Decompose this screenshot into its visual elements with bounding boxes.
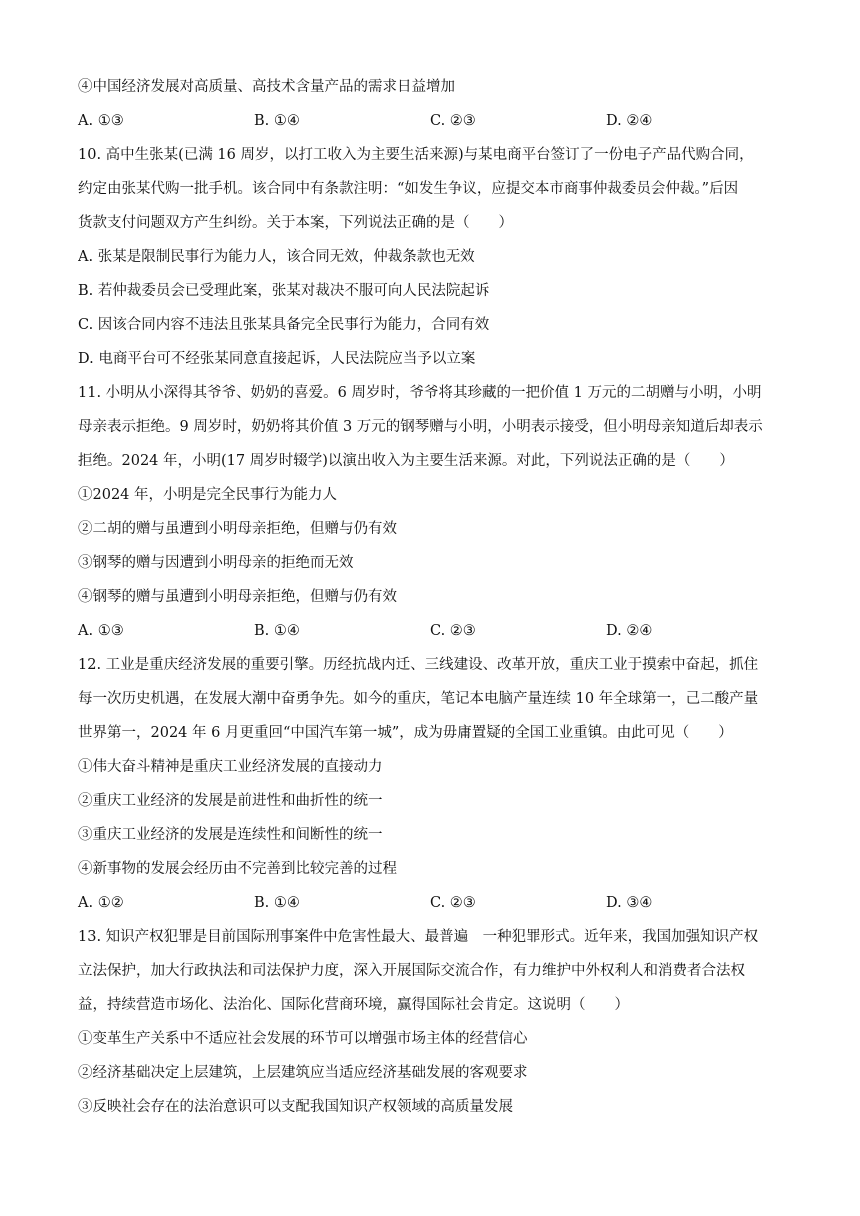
- q9-option-a: A. ①③: [78, 113, 124, 129]
- q10-stem-line: 货款支付问题双方产生纠纷。关于本案，下列说法正确的是（ ）: [78, 215, 513, 231]
- q13-stem-line: 立法保护，加大行政执法和司法保护力度，深入开展国际交流合作，有力维护中外权利人和消费者合法权: [78, 963, 745, 979]
- q13-statement-3: ③反映社会存在的法治意识可以支配我国知识产权领域的高质量发展: [78, 1099, 513, 1115]
- q12-stem-line: 世界第一，2024 年 6 月更重回“中国汽车第一城”，成为毋庸置疑的全国工业重镇。由此可见（ ）: [78, 725, 733, 741]
- q11-statement-3: ③钢琴的赠与因遭到小明母亲的拒绝而无效: [78, 555, 354, 571]
- q10-option-a: A. 张某是限制民事行为能力人，该合同无效，仲裁条款也无效: [78, 249, 475, 265]
- q11-option-c: C. ②③: [430, 623, 476, 639]
- q11-stem-line: 母亲表示拒绝。9 周岁时，奶奶将其价值 3 万元的钢琴赠与小明，小明表示接受，但小明母亲知道后却表示: [78, 419, 763, 435]
- q11-statement-1: ①2024 年，小明是完全民事行为能力人: [78, 487, 338, 503]
- q9-options: [78, 104, 784, 138]
- q13-stem: [78, 920, 784, 1022]
- q12-option-b: B. ①④: [254, 895, 300, 911]
- q12-options: [78, 886, 784, 920]
- q12-statement-4: ④新事物的发展会经历由不完善到比较完善的过程: [78, 861, 397, 877]
- q13-statement-2: ②经济基础决定上层建筑，上层建筑应当适应经济基础发展的客观要求: [78, 1065, 528, 1081]
- q13-statement-1: ①变革生产关系中不适应社会发展的环节可以增强市场主体的经营信心: [78, 1031, 528, 1047]
- q11-statement-2: ②二胡的赠与虽遭到小明母亲拒绝，但赠与仍有效: [78, 521, 397, 537]
- q11-option-a: A. ①③: [78, 623, 124, 639]
- q12-option-c: C. ②③: [430, 895, 476, 911]
- q9-statement-4: ④中国经济发展对高质量、高技术含量产品的需求日益增加: [78, 79, 455, 95]
- q13-stem-line: 益，持续营造市场化、法治化、国际化营商环境，赢得国际社会肯定。这说明（ ）: [78, 997, 629, 1013]
- q12-statement-3: ③重庆工业经济的发展是连续性和间断性的统一: [78, 827, 383, 843]
- q11-option-b: B. ①④: [254, 623, 300, 639]
- q9-option-b: B. ①④: [254, 113, 300, 129]
- q10-stem-line: 约定由张某代购一批手机。该合同中有条款注明：“如发生争议，应提交本市商事仲裁委员会仲裁。”后因: [78, 181, 739, 197]
- q12-option-d: D. ③④: [606, 895, 653, 911]
- q12-stem: [78, 648, 784, 750]
- q10-stem-line: 10. 高中生张某(已满 16 周岁，以打工收入为主要生活来源)与某电商平台签订了一份电子产品代购合同，: [78, 147, 754, 163]
- q10-option-b: B. 若仲裁委员会已受理此案，张某对裁决不服可向人民法院起诉: [78, 283, 490, 299]
- q12-stem-line: 12. 工业是重庆经济发展的重要引擎。历经抗战内迁、三线建设、改革开放，重庆工业于摸索中奋起，抓住: [78, 657, 759, 673]
- q9-option-c: C. ②③: [430, 113, 476, 129]
- q11-stem: [78, 376, 784, 478]
- q12-option-a: A. ①②: [78, 895, 124, 911]
- q11-stem-line: 11. 小明从小深得其爷爷、奶奶的喜爱。6 周岁时，爷爷将其珍藏的一把价值 1 万元的二胡赠与小明，小明: [78, 385, 762, 401]
- q10-option-d: D. 电商平台可不经张某同意直接起诉，人民法院应当予以立案: [78, 351, 476, 367]
- q11-statement-4: ④钢琴的赠与虽遭到小明母亲拒绝，但赠与仍有效: [78, 589, 397, 605]
- q12-statement-1: ①伟大奋斗精神是重庆工业经济发展的直接动力: [78, 759, 383, 775]
- exam-page: [78, 70, 784, 1124]
- q11-option-d: D. ②④: [606, 623, 653, 639]
- q11-stem-line: 拒绝。2024 年，小明(17 周岁时辍学)以演出收入为主要生活来源。对此，下列说法正确的是（ ）: [78, 453, 734, 469]
- q11-options: [78, 614, 784, 648]
- q12-statement-2: ②重庆工业经济的发展是前进性和曲折性的统一: [78, 793, 383, 809]
- q10-stem: [78, 138, 784, 240]
- q10-option-c: C. 因该合同内容不违法且张某具备完全民事行为能力，合同有效: [78, 317, 490, 333]
- q13-stem-line: 13. 知识产权犯罪是目前国际刑事案件中危害性最大、最普遍 一种犯罪形式。近年来，我国加强知识产权: [78, 929, 759, 945]
- q12-stem-line: 每一次历史机遇，在发展大潮中奋勇争先。如今的重庆，笔记本电脑产量连续 10 年全球第一，己二酸产量: [78, 691, 759, 707]
- q9-option-d: D. ②④: [606, 113, 653, 129]
